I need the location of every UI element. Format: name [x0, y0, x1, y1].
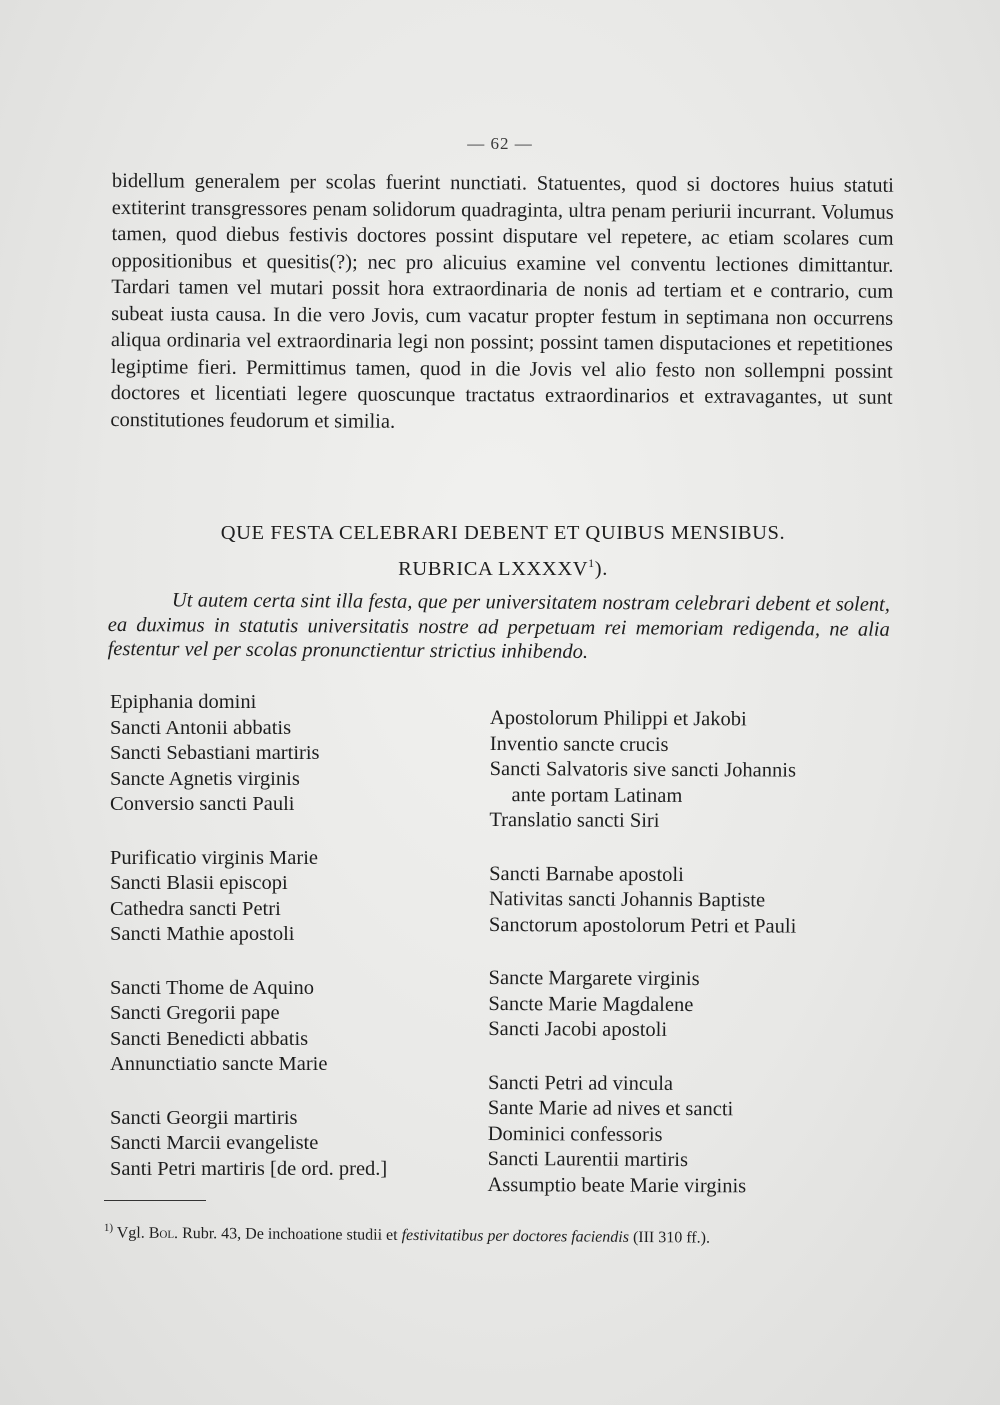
feast-entry: Sancti Mathie apostoli	[110, 923, 295, 945]
feast-group	[487, 1070, 888, 1200]
feast-entry: Sancti Petri ad vincula	[487, 1071, 674, 1095]
feast-group	[489, 706, 890, 836]
body-paragraph: bidellum generalem per scolas fuerint nunctiati. Statuentes, quod si doctores huius statuti extiterint transgressores penam solidorum quadraginta, ultra penam periurii incurrant. Volumus tamen, quod diebus festivis doctores possint disputare vel repetere, ac etiam scolares cum oppositionibus et quesitis(?); nec pro alicuius examine vel conventu lectiones dimittantur. Tardari tamen vel mutari possit hora extraordinaria de nonis ad tertiam et e contrario, cum subeat iusta causa. In die vero Jovis, cum vacatur propter festum in septimana non occurrens aliqua ordinaria vel extraordinaria legi non possint; possint tamen disputaciones et repetitiones legiptime fieri. Permittimus tamen, quod in die Jovis vel alio festo non sollempni possint doctores et licentiati legere quoscunque tractatus extraordinarios et extravagantes, ut sunt constitutiones feudorum et similia.	[110, 169, 894, 433]
feast-entry: Sancte Agnetis virginis	[110, 767, 300, 790]
feast-group	[488, 966, 888, 1045]
feast-group	[110, 846, 480, 948]
feast-entry: Sancti Georgii martiris	[110, 1106, 298, 1129]
feast-entry: Sancti Barnabe apostoli	[489, 862, 684, 886]
footnote-marker: 1)	[103, 1221, 114, 1235]
feast-entry: Apostolorum Philippi et Jakobi	[489, 707, 747, 731]
feast-entry: Translatio sancti Siri	[489, 808, 660, 832]
footnote-abbreviation: Bol.	[148, 1224, 179, 1242]
feast-entry: Sancti Benedicti abbatis	[110, 1027, 309, 1050]
feast-entry: Assumptio beate Marie virginis	[487, 1173, 747, 1197]
feast-entry: Sancti Jacobi apostoli	[488, 1017, 668, 1041]
footnote-divider	[104, 1200, 206, 1201]
feast-entry: Dominici confessoris	[487, 1122, 663, 1146]
rubric-label: RUBRICA LXXXXV	[398, 557, 589, 580]
feast-entry: Sancti Sebastiani martiris	[110, 742, 320, 764]
feast-group	[110, 1106, 480, 1183]
feast-group	[110, 976, 480, 1078]
feast-entry: Sancti Gregorii pape	[110, 1002, 280, 1024]
feast-entry: Epiphania domini	[110, 691, 257, 713]
footnote-prefix: Vgl.	[116, 1224, 145, 1242]
feast-entry: Sancti Salvatoris sive sancti Johannis	[489, 757, 797, 782]
feast-entry: Purificatio virginis Marie	[110, 846, 319, 869]
feast-entry: Sancti Blasii episcopi	[110, 872, 288, 894]
rubric-heading	[112, 556, 894, 581]
feast-entry: Cathedra sancti Petri	[110, 897, 281, 920]
feast-entry: Sancti Laurentii martiris	[487, 1147, 689, 1172]
feast-entry: Conversio sancti Pauli	[110, 793, 295, 815]
intro-paragraph: Ut autem certa sint illa festa, que per universitatem nostram celebrari debent et solent, ea duximus in statutis universitatis nostre ad perpetuam rei memoriam redigenda, ne alia festentur vel per scolas pronunctientur strictius inhibendo.	[107, 589, 890, 663]
feast-entry: Annunctiatio sancte Marie	[110, 1053, 328, 1075]
feast-entry: Inventio sancte crucis	[489, 732, 669, 756]
section-heading: QUE FESTA CELEBRARI DEBENT ET QUIBUS MENSIBUS.	[220, 522, 786, 544]
footnote-reference-text: Rubr. 43, De inchoatione studii et	[182, 1225, 398, 1244]
feast-entry-continuation: ante portam Latinam	[511, 783, 683, 807]
footnote-italic-title: festivitatibus per doctores faciendis	[401, 1226, 630, 1246]
feast-entry: Sante Marie ad nives et sancti	[487, 1096, 734, 1121]
feast-entry: Sancte Marie Magdalene	[488, 992, 694, 1016]
feast-entry: Sancte Margarete virginis	[488, 966, 700, 991]
feast-list-right	[487, 706, 890, 1228]
feast-entry: Sancti Marcii evangeliste	[110, 1132, 319, 1154]
feast-group	[489, 861, 889, 940]
feast-entry: Nativitas sancti Johannis Baptiste	[488, 887, 766, 912]
feast-entry: Sancti Antonii abbatis	[110, 716, 292, 739]
rubric-suffix: ).	[594, 557, 608, 580]
footnote-suffix: (III 310 ff.).	[632, 1228, 711, 1247]
footnote-reference: 1	[588, 556, 595, 570]
footnote	[104, 1218, 874, 1250]
feast-list-left	[110, 690, 480, 1210]
feast-group	[110, 690, 480, 818]
feast-entry: Sancti Thome de Aquino	[110, 976, 315, 999]
page-number: — 62 —	[467, 134, 533, 153]
feast-entry: Santi Petri martiris [de ord. pred.]	[110, 1157, 388, 1180]
feast-entry: Sanctorum apostolorum Petri et Pauli	[488, 913, 797, 938]
